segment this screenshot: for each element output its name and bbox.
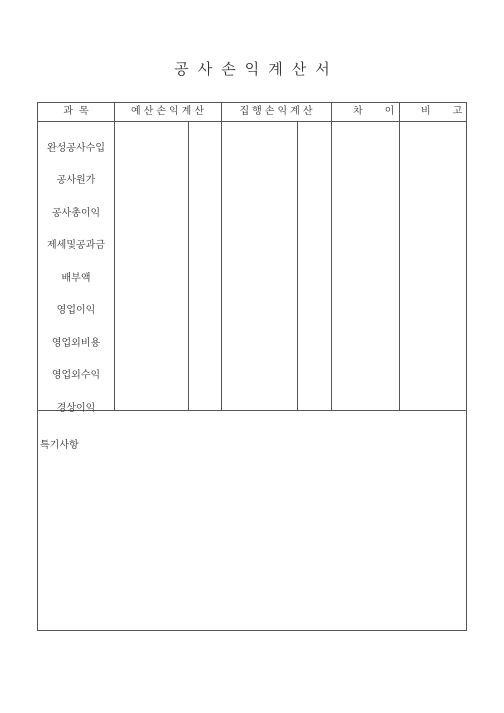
column-divider [221,103,222,410]
row-label: 제세및공과금 [47,240,105,251]
row-label: 영업외비용 [51,338,101,349]
row-label: 영업이익 [56,305,96,316]
row-label: 완성공사수입 [47,143,105,154]
header-budget: 예산손익계산 [131,106,207,117]
column-divider [399,103,400,410]
column-divider [331,103,332,410]
header-execution: 집행손익계산 [239,106,316,117]
row-label: 공사원가 [56,175,96,186]
header-note: 비고 [421,106,485,117]
statement-form [37,102,485,631]
header-subject: 과목 [63,106,95,117]
row-label: 공사총이익 [51,208,101,219]
column-subdivider [188,121,189,410]
remarks-label: 특기사항 [40,440,79,451]
column-divider [114,103,115,410]
row-label: 영업외수익 [51,370,101,381]
header-rule [38,121,466,122]
header-difference: 차이 [353,106,417,117]
column-subdivider [297,121,298,410]
row-label: 경상이익 [56,403,96,414]
row-label: 배부액 [61,273,91,284]
document-title: 공사손익계산서 [174,60,339,78]
